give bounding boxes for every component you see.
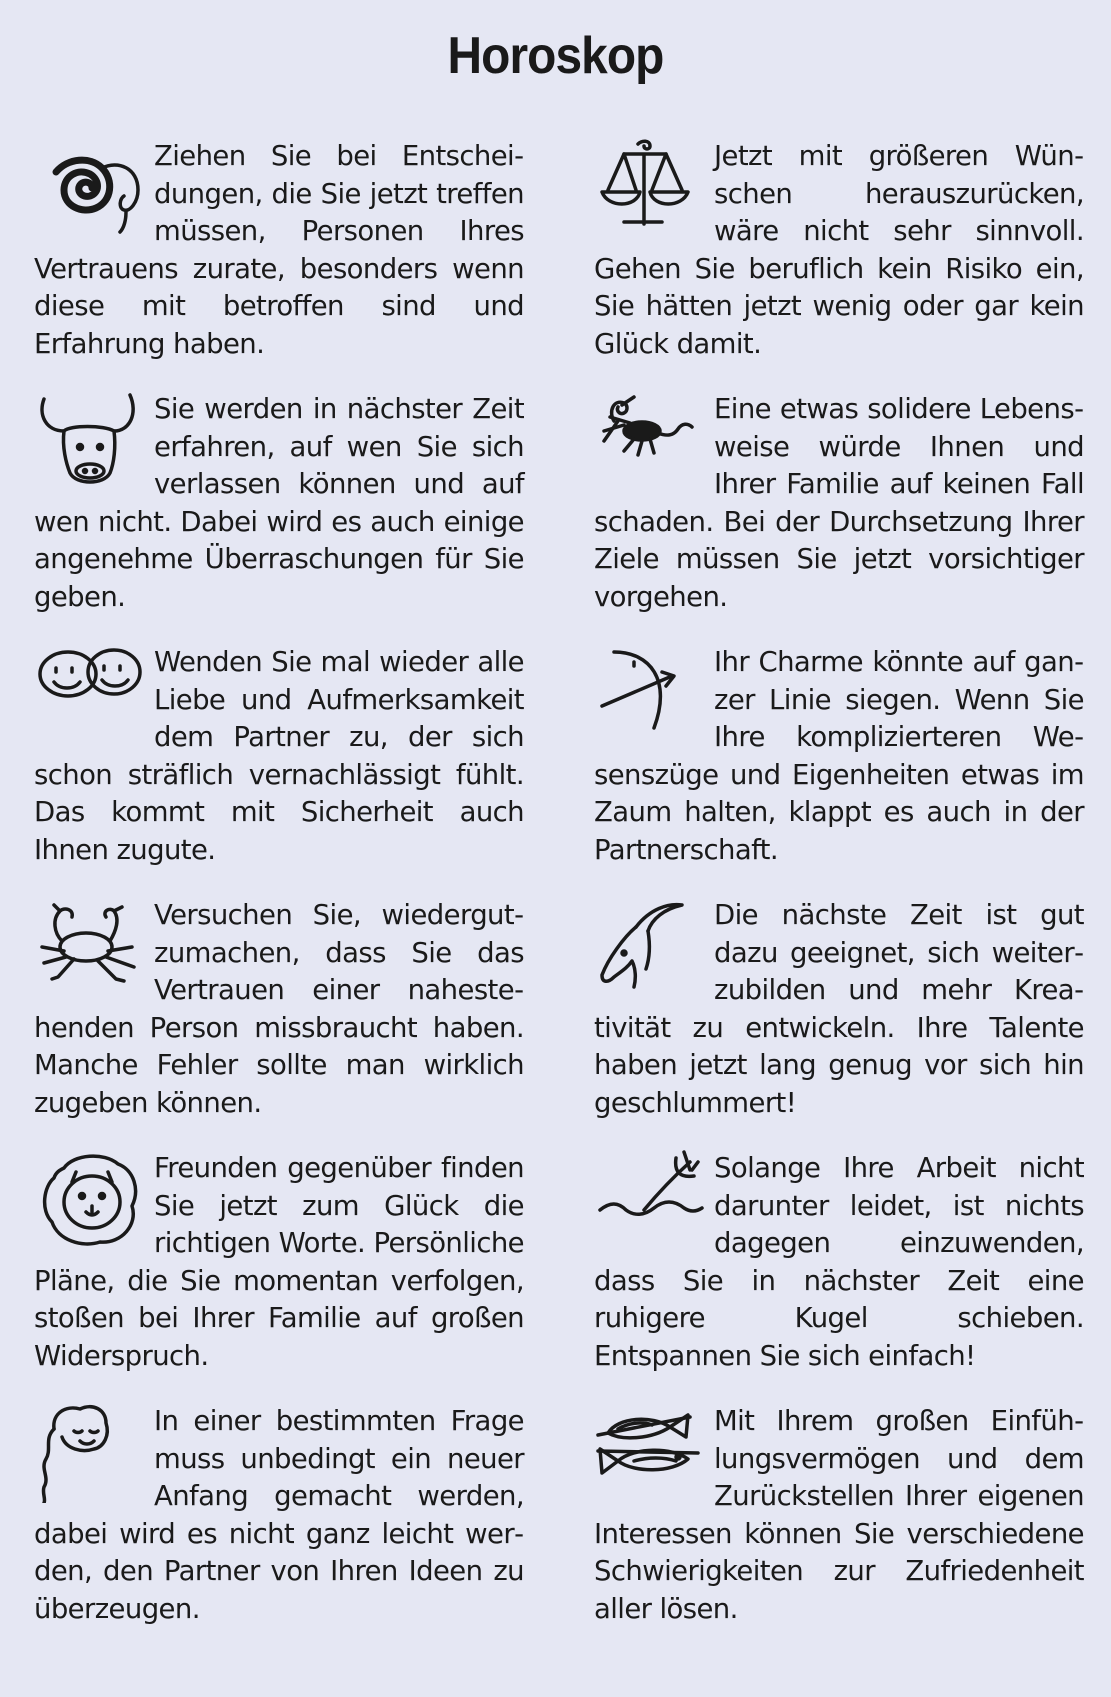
horoscope-entry-libra [594, 138, 1084, 391]
gemini-icon [34, 644, 146, 744]
page-title: Horoskop [447, 27, 664, 85]
horoscope-entry-cancer [34, 897, 524, 1150]
leo-icon [34, 1150, 146, 1250]
entry-text: Ziehen Sie bei Entscheidungen, die Sie jetzt treffen müssen, Personen Ihres Vertrauens zurate, besonders wenn diese mit betroffen sind und Erfahrung haben. [34, 140, 524, 360]
libra-icon [594, 138, 706, 238]
horoscope-entry-leo [34, 1150, 524, 1403]
entry-text: Jetzt mit größeren Wünschen herauszurücken, wäre nicht sehr sinnvoll. Gehen Sie beruflich kein Risiko ein, Sie hätten jetzt wenig oder gar kein Glück damit. [594, 140, 1084, 360]
horoscope-entry-aries [34, 138, 524, 391]
entry-text: Sie werden in nächster Zeit erfahren, auf wen Sie sich verlassen können und auf wen nicht. Dabei wird es auch einige angenehme Überraschungen für Sie geben. [34, 393, 524, 613]
horoscope-entry-virgo [34, 1403, 524, 1656]
entry-text: Freunden gegenüber finden Sie jetzt zum Glück die richtigen Worte. Persönliche Pläne, die Sie momentan verfolgen, stoßen bei Ihrer Familie auf großen Widerspruch. [34, 1152, 524, 1372]
virgo-icon [34, 1403, 146, 1503]
capricorn-icon [594, 897, 706, 997]
horoscope-entry-pisces [594, 1403, 1084, 1656]
entry-text: Mit Ihrem großen Einfühlungsvermögen und dem Zurückstellen Ihrer eigenen Interessen können Sie verschiedene Schwierigkeiten zur Zufriedenheit aller lösen. [594, 1405, 1084, 1625]
taurus-icon [34, 391, 146, 491]
entry-text: In einer bestimmten Frage muss unbedingt ein neuer Anfang gemacht werden, dabei wird es nicht ganz leicht werden, den Partner von Ihren Ideen zu überzeugen. [34, 1405, 524, 1625]
horoscope-entry-scorpio [594, 391, 1084, 644]
entry-text: Wenden Sie mal wieder alle Liebe und Aufmerksamkeit dem Partner zu, der sich schon sträflich vernachlässigt fühlt. Das kommt mit Sicherheit auch Ihnen zugute. [34, 646, 524, 866]
horoscope-entry-capricorn [594, 897, 1084, 1150]
left-column [34, 138, 524, 1656]
aquarius-icon [594, 1150, 706, 1250]
entry-text: Eine etwas solidere Lebensweise würde Ihnen und Ihrer Familie auf keinen Fall schaden. Bei der Durchsetzung Ihrer Ziele müssen Sie jetzt vorsichtiger vorgehen. [594, 393, 1084, 613]
cancer-icon [34, 897, 146, 997]
right-column [594, 138, 1084, 1656]
aries-icon [34, 138, 146, 238]
entry-text: Ihr Charme könnte auf ganzer Linie siegen. Wenn Sie Ihre komplizierteren Wesenszüge und Eigenheiten etwas im Zaum halten, klappt es auch in der Partnerschaft. [594, 646, 1084, 866]
entry-text: Versuchen Sie, wiedergutzumachen, dass Sie das Vertrauen einer nahestehenden Person missbraucht haben. Manche Fehler sollte man wirklich zugeben können. [34, 899, 524, 1119]
scorpio-icon [594, 391, 706, 491]
horoscope-entry-aquarius [594, 1150, 1084, 1403]
horoscope-entry-taurus [34, 391, 524, 644]
sagittarius-icon [594, 644, 706, 744]
entry-text: Solange Ihre Arbeit nicht darunter leidet, ist nichts dagegen einzuwenden, dass Sie in nächster Zeit eine ruhigere Kugel schieben. Entspannen Sie sich einfach! [594, 1152, 1084, 1372]
entry-text: Die nächste Zeit ist gut dazu geeignet, sich weiterzubilden und mehr Kreativität zu entwickeln. Ihre Talente haben jetzt lang genug vor sich hin geschlummert! [594, 899, 1084, 1119]
horoscope-entry-gemini [34, 644, 524, 897]
pisces-icon [594, 1403, 706, 1503]
horoscope-entry-sagittarius [594, 644, 1084, 897]
